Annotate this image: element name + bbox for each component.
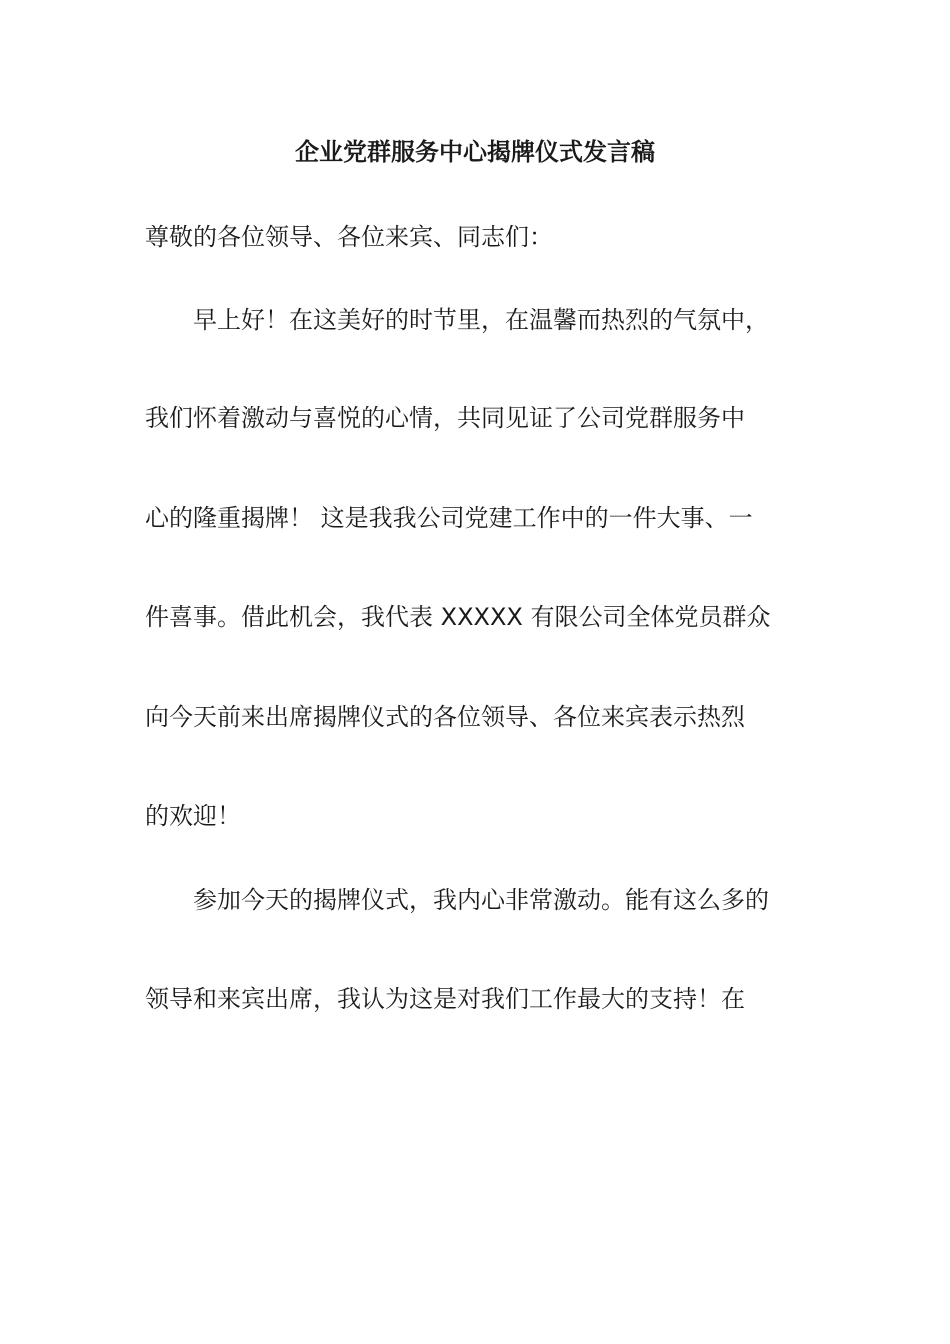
document-title: 企业党群服务中心揭牌仪式发言稿	[295, 138, 655, 166]
paragraph-line: 早上好！在这美好的时节里，在温馨而热烈的气氛中，	[193, 306, 769, 334]
salutation: 尊敬的各位领导、各位来宾、同志们：	[145, 223, 553, 251]
paragraph-line: 领导和来宾出席，我认为这是对我们工作最大的支持！在	[145, 985, 745, 1013]
paragraph-line: 参加今天的揭牌仪式，我内心非常激动。能有这么多的	[193, 886, 769, 914]
paragraph-line: 我们怀着激动与喜悦的心情，共同见证了公司党群服务中	[145, 404, 745, 432]
paragraph-line: 的欢迎！	[145, 802, 241, 830]
paragraph-line: 件喜事。借此机会，我代表 XXXXX 有限公司全体党员群众	[145, 603, 771, 631]
paragraph-line: 向今天前来出席揭牌仪式的各位领导、各位来宾表示热烈	[145, 703, 745, 731]
paragraph-line: 心的隆重揭牌！ 这是我我公司党建工作中的一件大事、一	[145, 504, 753, 532]
